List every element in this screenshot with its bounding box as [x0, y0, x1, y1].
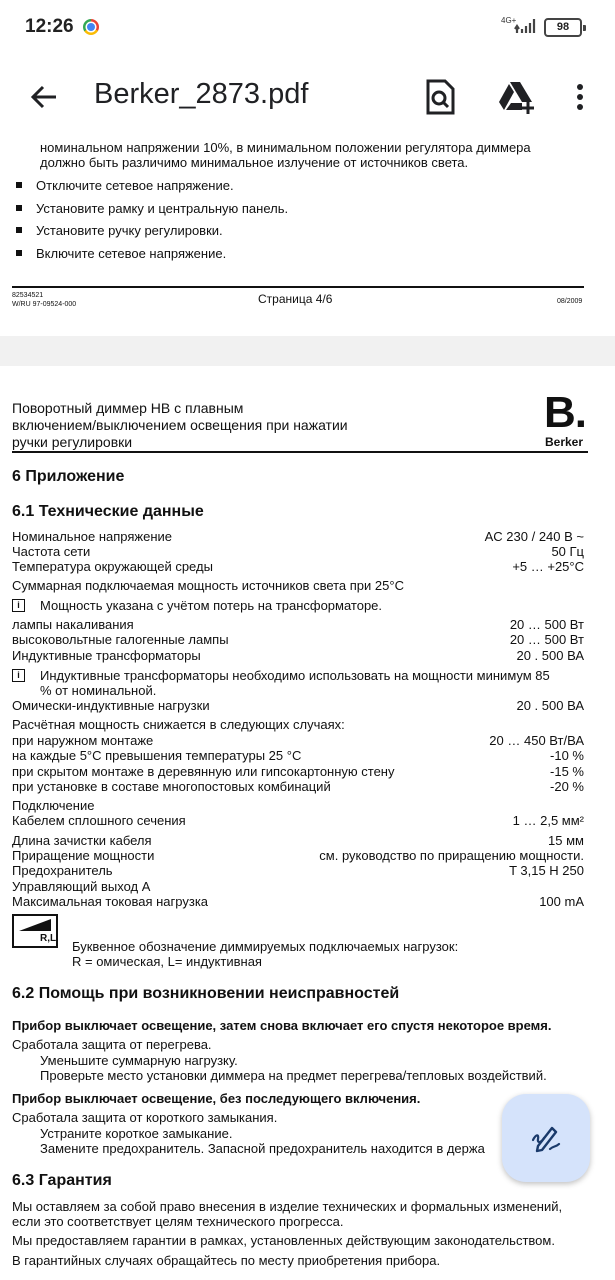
- text-line: должно быть различимо минимальное излучение от источников света.: [40, 155, 469, 170]
- info-icon: i: [12, 669, 25, 682]
- footer-code: W/RU 97-09524-000: [12, 301, 77, 308]
- text-line: В гарантийных случаях обращайтесь по месту приобретения прибора.: [12, 1253, 441, 1268]
- page-gap: [0, 336, 615, 366]
- text-line: Мы оставляем за собой право внесения в изделие технических и формальных изменений,: [12, 1199, 563, 1214]
- list-item: Включите сетевое напряжение.: [16, 246, 226, 261]
- text-line: Суммарная подключаемая мощность источников света при 25°C: [12, 578, 404, 593]
- note: % от номинальной.: [40, 683, 157, 698]
- app-toolbar: [0, 56, 615, 140]
- load-symbol-label: R,L: [40, 933, 57, 944]
- spec-row: лампы накаливания 20 … 500 Вт: [12, 617, 584, 632]
- section-heading: 6.3 Гарантия: [12, 1172, 112, 1189]
- network-label: 4G+: [501, 16, 517, 25]
- header-divider: [12, 451, 588, 453]
- fault-title: Прибор выключает освещение, без последующего включения.: [12, 1091, 421, 1106]
- legend-text: Буквенное обозначение диммируемых подключаемых нагрузок:: [72, 939, 459, 954]
- spec-row: на каждые 5°C превышения температуры 25 °C -10 %: [12, 748, 584, 763]
- list-item: Установите ручку регулировки.: [16, 223, 223, 238]
- text-line: Проверьте место установки диммера на предмет перегрева/тепловых воздействий.: [40, 1068, 547, 1083]
- add-to-drive-icon[interactable]: [498, 78, 536, 116]
- text-line: Устраните короткое замыкание.: [40, 1126, 233, 1141]
- text-line: Сработала защита от перегрева.: [12, 1037, 212, 1052]
- spec-row: Омически-индуктивные нагрузки 20 . 500 ВА: [12, 698, 584, 713]
- find-in-document-icon[interactable]: [423, 78, 457, 116]
- section-heading: 6 Приложение: [12, 468, 125, 485]
- annotate-pen-icon: [530, 1122, 562, 1154]
- note: Индуктивные трансформаторы необходимо использовать на мощности минимум 85: [40, 668, 550, 683]
- list-item: Установите рамку и центральную панель.: [16, 201, 288, 216]
- legend-text: R = омическая, L= индуктивная: [72, 954, 262, 969]
- spec-row: высоковольтные галогенные лампы 20 … 500 Вт: [12, 632, 584, 647]
- annotate-button[interactable]: [502, 1094, 590, 1182]
- spec-row: при установке в составе многопостовых комбинаций -20 %: [12, 779, 584, 794]
- chrome-icon: [83, 19, 99, 35]
- text-line: Мы предоставляем гарантии в рамках, установленных действующим законодательством.: [12, 1233, 555, 1248]
- more-vert-icon[interactable]: [570, 78, 590, 116]
- back-arrow-icon[interactable]: [28, 81, 60, 113]
- text-line: Управляющий выход A: [12, 879, 151, 894]
- spec-row: при скрытом монтаже в деревянную или гипсокартонную стену -15 %: [12, 764, 584, 779]
- section-heading: 6.1 Технические данные: [12, 503, 204, 520]
- spec-row: Максимальная токовая нагрузка 100 mA: [12, 894, 584, 909]
- text-line: номинальном напряжении 10%, в минимальном положении регулятора диммера: [40, 140, 531, 155]
- spec-row: при наружном монтаже 20 … 450 Вт/ВА: [12, 733, 584, 748]
- footer-divider: [12, 286, 584, 288]
- text-line: Уменьшите суммарную нагрузку.: [40, 1053, 238, 1068]
- fault-title: Прибор выключает освещение, затем снова включает его спустя некоторое время.: [12, 1018, 552, 1033]
- spec-row: Номинальное напряжение AC 230 / 240 В ~: [12, 529, 584, 544]
- page-header-title: Поворотный диммер НВ с плавным включением/выключением освещения при нажатии ручки регулировки: [12, 400, 348, 450]
- section-heading: 6.2 Помощь при возникновении неисправностей: [12, 985, 400, 1002]
- footer-code: 82534521: [12, 292, 44, 299]
- document-title: Berker_2873.pdf: [94, 78, 309, 110]
- text-line: Сработала защита от короткого замыкания.: [12, 1110, 278, 1125]
- text-line: Подключение: [12, 798, 95, 813]
- spec-row: Температура окружающей среды +5 … +25°C: [12, 559, 584, 574]
- status-time: 12:26: [25, 16, 74, 37]
- ramp-icon: [18, 918, 52, 932]
- list-item: Отключите сетевое напряжение.: [16, 178, 234, 193]
- spec-row: Частота сети 50 Гц: [12, 544, 584, 559]
- spec-row: Индуктивные трансформаторы 20 . 500 ВА: [12, 648, 584, 663]
- dimmable-load-symbol: [12, 914, 58, 948]
- signal-icon: [514, 17, 536, 34]
- battery-icon: 98: [544, 18, 582, 37]
- spec-row: Приращение мощности см. руководство по приращению мощности.: [12, 848, 584, 863]
- info-icon: i: [12, 599, 25, 612]
- spec-row: Кабелем сплошного сечения 1 … 2,5 мм²: [12, 813, 584, 828]
- spec-row: Длина зачистки кабеля 15 мм: [12, 833, 584, 848]
- text-line: Замените предохранитель. Запасной предохранитель находится в держа: [40, 1141, 485, 1156]
- page-number: Страница 4/6: [258, 292, 333, 306]
- spec-row: Предохранитель T 3,15 H 250: [12, 863, 584, 878]
- status-bar: [0, 0, 615, 56]
- note: Мощность указана с учётом потерь на трансформаторе.: [40, 598, 383, 613]
- text-line: Расчётная мощность снижается в следующих случаях:: [12, 717, 345, 732]
- text-line: если это соответствует целям технического прогресса.: [12, 1214, 344, 1229]
- berker-logo-text: Berker: [545, 435, 584, 449]
- footer-date: 08/2009: [557, 298, 583, 305]
- berker-logo: B.: [544, 388, 586, 437]
